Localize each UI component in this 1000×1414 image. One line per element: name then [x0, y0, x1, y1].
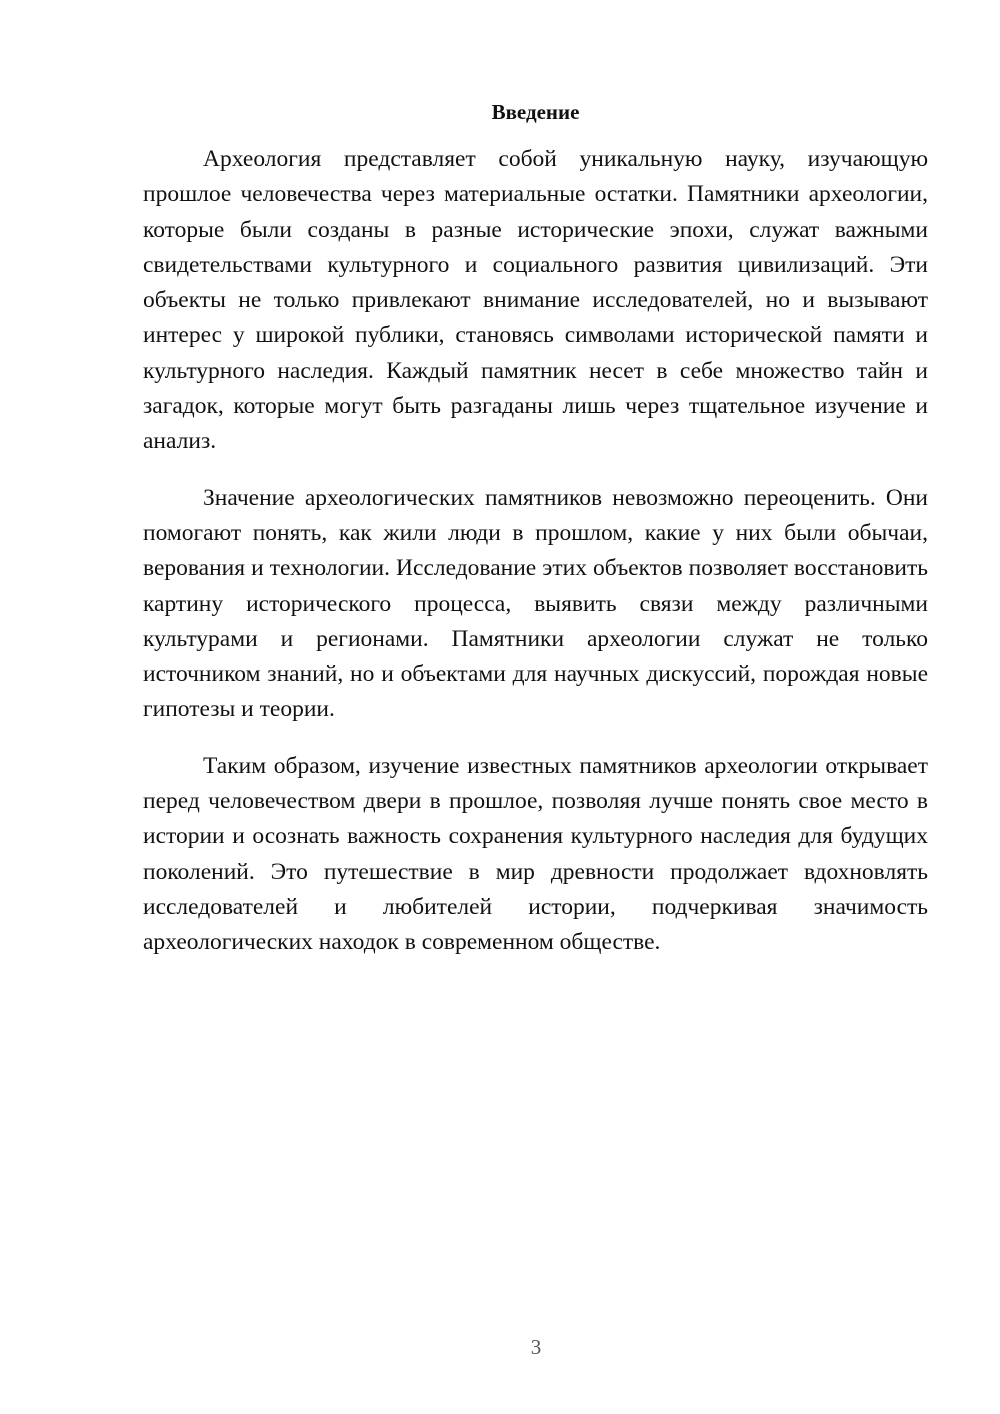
paragraph-1: Археология представляет собой уникальную науку, изучающую прошлое человечества через материальные остатки. Памятники археологии, которые были созданы в разные исторические эпохи, служат важными свидетельствами культурного и социального развития цивилизаций. Эти объекты не только привлекают внимание исследователей, но и вызывают интерес у широкой публики, становясь символами исторической памяти и культурного наследия. Каждый памятник несет в себе множество тайн и загадок, которые могут быть разгаданы лишь через тщательное изучение и анализ. [143, 146, 928, 455]
page-number: 3 [530, 1335, 542, 1359]
section-title: Введение [491, 100, 580, 124]
paragraph-3: Таким образом, изучение известных памятников археологии открывает перед человечеством двери в прошлое, позволяя лучше понять свое место в истории и осознать важность сохранения культурного наследия для будущих поколений. Это путешествие в мир древности продолжает вдохновлять исследователей и любителей истории, подчеркивая значимость археологических находок в современном обществе. [143, 752, 928, 956]
paragraph-2: Значение археологических памятников невозможно переоценить. Они помогают понять, как жили люди в прошлом, какие у них были обычаи, верования и технологии. Исследование этих объектов позволяет восстановить картину исторического процесса, выявить связи между различными культурами и регионами. Памятники археологии служат не только источником знаний, но и объектами для научных дискуссий, порождая новые гипотезы и теории. [143, 484, 928, 723]
body-text [143, 142, 928, 961]
